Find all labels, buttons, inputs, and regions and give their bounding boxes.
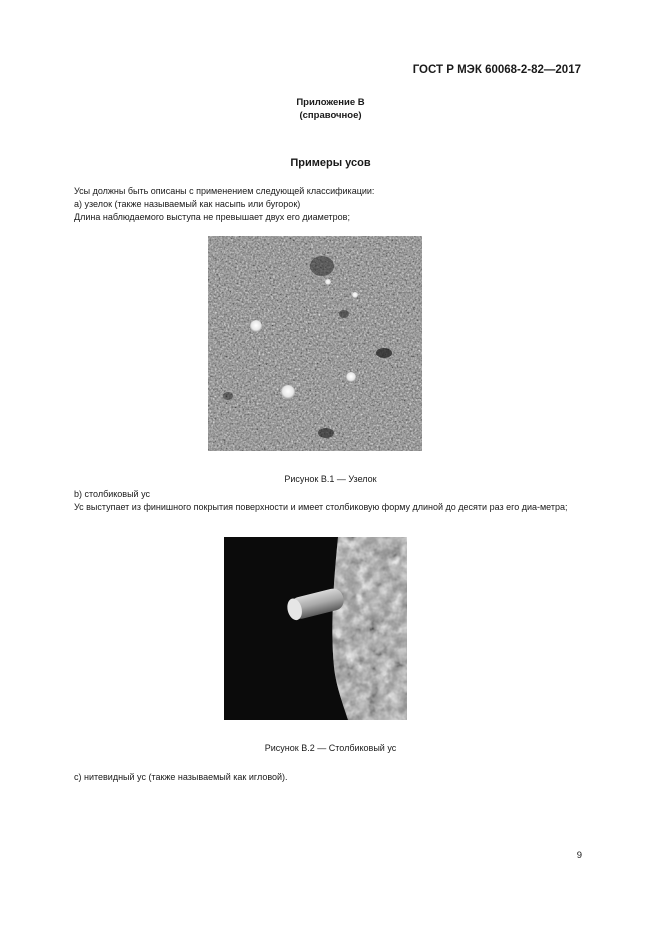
nodule-bump xyxy=(352,292,358,298)
list-item-c: с) нитевидный ус (также называемый как игловой). xyxy=(74,772,288,782)
nodule-bump xyxy=(325,279,331,285)
figure-b1-caption: Рисунок В.1 — Узелок xyxy=(284,474,377,484)
annex-title: Приложение В xyxy=(296,97,365,108)
list-item-b: b) столбиковый ус xyxy=(74,489,150,499)
list-item-a-description: Длина наблюдаемого выступа не превышает двух его диаметров; xyxy=(74,212,350,222)
nodule-bump xyxy=(281,385,295,399)
list-item-a: а) узелок (также называемый как насыпь или бугорок) xyxy=(74,199,301,209)
nodule-bump xyxy=(250,320,262,332)
page-number: 9 xyxy=(576,850,582,861)
annex-heading xyxy=(0,96,661,122)
list-item-b-description: Ус выступает из финишного покрытия поверхности и имеет столбиковую форму длиной до десяти раз его диа-метра; xyxy=(74,502,568,512)
figure-b1-image xyxy=(208,236,422,451)
nodule-bump xyxy=(346,372,356,382)
intro-text: Усы должны быть описаны с применением следующей классификации: xyxy=(74,186,375,196)
figure-b2-image xyxy=(224,537,407,720)
figure-b2-caption: Рисунок В.2 — Столбиковый ус xyxy=(264,743,397,753)
standard-number: ГОСТ Р МЭК 60068-2-82—2017 xyxy=(412,64,581,76)
annex-subtitle: (справочное) xyxy=(299,110,362,121)
section-title: Примеры усов xyxy=(290,157,371,169)
